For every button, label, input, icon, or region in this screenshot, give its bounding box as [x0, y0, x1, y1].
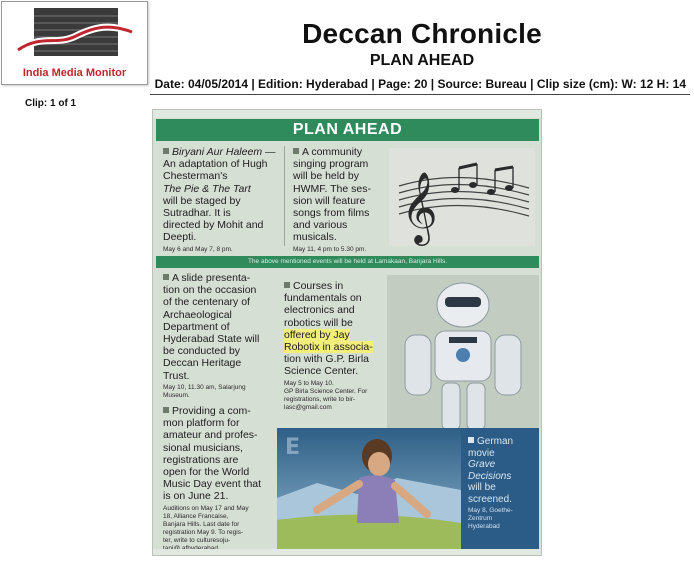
event-details: May 8, Goethe- — [468, 507, 513, 514]
event-details: Hyderabad — [468, 523, 500, 530]
event-details: May 5 to May 10. — [284, 379, 334, 387]
event-text-line: Sutradhar. It is — [163, 207, 231, 220]
event-text-line: An adaptation of Hugh — [163, 158, 268, 171]
newspaper-clipping — [152, 109, 542, 556]
event-text-line: electronics and — [284, 304, 355, 317]
event-text-line: directed by Mohit and — [163, 219, 264, 232]
event-text-line: will be staged by — [163, 194, 241, 207]
event-text-line: tion with G.P. Birla — [284, 353, 370, 366]
movie-title: Grave — [468, 459, 496, 470]
clip-top-band — [153, 110, 541, 118]
event-text-line: registrations are — [163, 453, 239, 466]
event-text-line: of the centenary of — [163, 296, 250, 309]
event-text-line: Courses in — [293, 280, 344, 292]
event-details: May 11, 4 pm to 5.30 pm. — [293, 245, 367, 253]
event-text-line: and various — [293, 219, 348, 232]
section-banner: PLAN AHEAD — [156, 119, 539, 141]
event-text-line: tion on the occasion — [163, 284, 257, 297]
event-community-singing — [293, 146, 383, 254]
movie-still-photo — [277, 428, 461, 550]
event-text-line: open for the World — [163, 466, 250, 479]
event-text-line: sional musicians, — [163, 441, 243, 454]
event-text-line: robotics will be — [284, 316, 353, 329]
event-text-line: German — [477, 436, 514, 447]
treble-clef-icon — [389, 148, 535, 246]
play-title: The Pie & The Tart — [163, 182, 251, 195]
event-details: Auditions on May 17 and May — [163, 504, 249, 512]
clip-metadata: Date: 04/05/2014 | Edition: Hyderabad | Page: 20 | Source: Bureau | Clip size (cm): W: 12 H: 14 — [154, 77, 686, 91]
event-details: May 10, 11.30 am, Salarjung — [163, 383, 246, 391]
event-details: registration May 9. To regis- — [163, 528, 244, 536]
logo-text: India Media Monitor — [22, 67, 127, 79]
event-text-line: fundamentals on — [284, 292, 362, 305]
column-divider — [284, 146, 285, 246]
event-details: ter, write to culturesoju- — [163, 536, 231, 544]
svg-text:E: E — [285, 435, 301, 460]
bullet-square-icon — [284, 282, 290, 288]
event-text-line: will be — [468, 482, 496, 493]
event-german-movie — [468, 436, 536, 531]
event-biryani-aur-haleem — [163, 146, 278, 254]
event-text-line: A slide presenta- — [172, 272, 251, 284]
event-text-line: songs from films — [293, 207, 370, 220]
music-notes-image — [389, 148, 535, 246]
event-text-line: Music Day event that — [163, 478, 262, 491]
event-details: registrations, write to bir- — [284, 395, 356, 403]
event-text-line: movie — [468, 447, 495, 459]
event-text-line: singing program — [293, 158, 369, 171]
event-text-line: Department of — [163, 320, 230, 333]
event-text-line: will be held by — [293, 170, 359, 183]
event-text-line: Hyderabad State will — [163, 333, 260, 346]
event-details: lasc@gmail.com — [284, 403, 332, 411]
highlighted-text: Robotix in associa- — [284, 341, 373, 354]
bullet-square-icon — [163, 407, 169, 413]
boy-running-icon — [277, 428, 461, 550]
event-robotics-courses — [284, 280, 392, 412]
event-text-line: sion will feature — [293, 194, 366, 207]
event-text-line: be conducted by — [163, 345, 241, 358]
event-details: Zentrum — [468, 515, 493, 522]
event-text-line: Science Center. — [284, 365, 359, 378]
article-headline: PLAN AHEAD — [369, 52, 475, 69]
bullet-square-icon — [468, 437, 474, 443]
movie-title: Decisions — [468, 470, 512, 482]
bullet-square-icon — [163, 148, 169, 154]
highlighted-text: offered by Jay — [284, 328, 350, 341]
clip-bottom-band — [153, 549, 541, 555]
event-text-line: musicals. — [293, 231, 337, 244]
event-details: GP Birla Science Center. For — [284, 387, 368, 395]
event-text-line: screened. — [468, 493, 512, 505]
event-text-line: Providing a com- — [172, 405, 251, 417]
bullet-square-icon — [293, 148, 299, 154]
event-text-line: Deepti. — [163, 231, 197, 244]
header-divider — [150, 94, 690, 95]
event-text-line: Trust. — [163, 369, 190, 382]
event-text-line: amateur and profes- — [163, 429, 258, 442]
event-text-line: Chesterman's — [163, 170, 228, 183]
logo-graphic — [16, 6, 134, 64]
event-details: 18, Alliance Francaise, — [163, 512, 229, 520]
robot-photo — [387, 275, 539, 430]
event-slide-presentation — [163, 272, 273, 400]
event-world-music-day — [163, 405, 273, 553]
event-details: May 6 and May 7, 8 pm. — [163, 245, 233, 253]
event-details: Banjara Hills. Last date for — [163, 520, 240, 528]
event-text-line: Deccan Heritage — [163, 357, 242, 370]
event-text-line: Archaeological — [163, 308, 232, 321]
venue-note-bar: The above mentioned events will be held at Lamakaan, Banjara Hills. — [156, 256, 539, 268]
clip-count-label: Clip: 1 of 1 — [25, 98, 77, 109]
india-media-monitor-logo — [1, 1, 148, 85]
event-text-line: is on June 21. — [163, 490, 229, 503]
svg-text:𝄞: 𝄞 — [401, 170, 438, 243]
event-text-line: mon platform for — [163, 417, 240, 430]
event-text-line: Biryani Aur Haleem — — [172, 146, 276, 158]
event-text-line: A community — [302, 146, 363, 158]
bullet-square-icon — [163, 274, 169, 280]
publication-title: Deccan Chronicle — [302, 18, 542, 49]
event-details: Museum. — [163, 391, 190, 399]
robot-icon — [387, 275, 539, 430]
event-text-line: HWMF. The ses- — [293, 182, 371, 195]
